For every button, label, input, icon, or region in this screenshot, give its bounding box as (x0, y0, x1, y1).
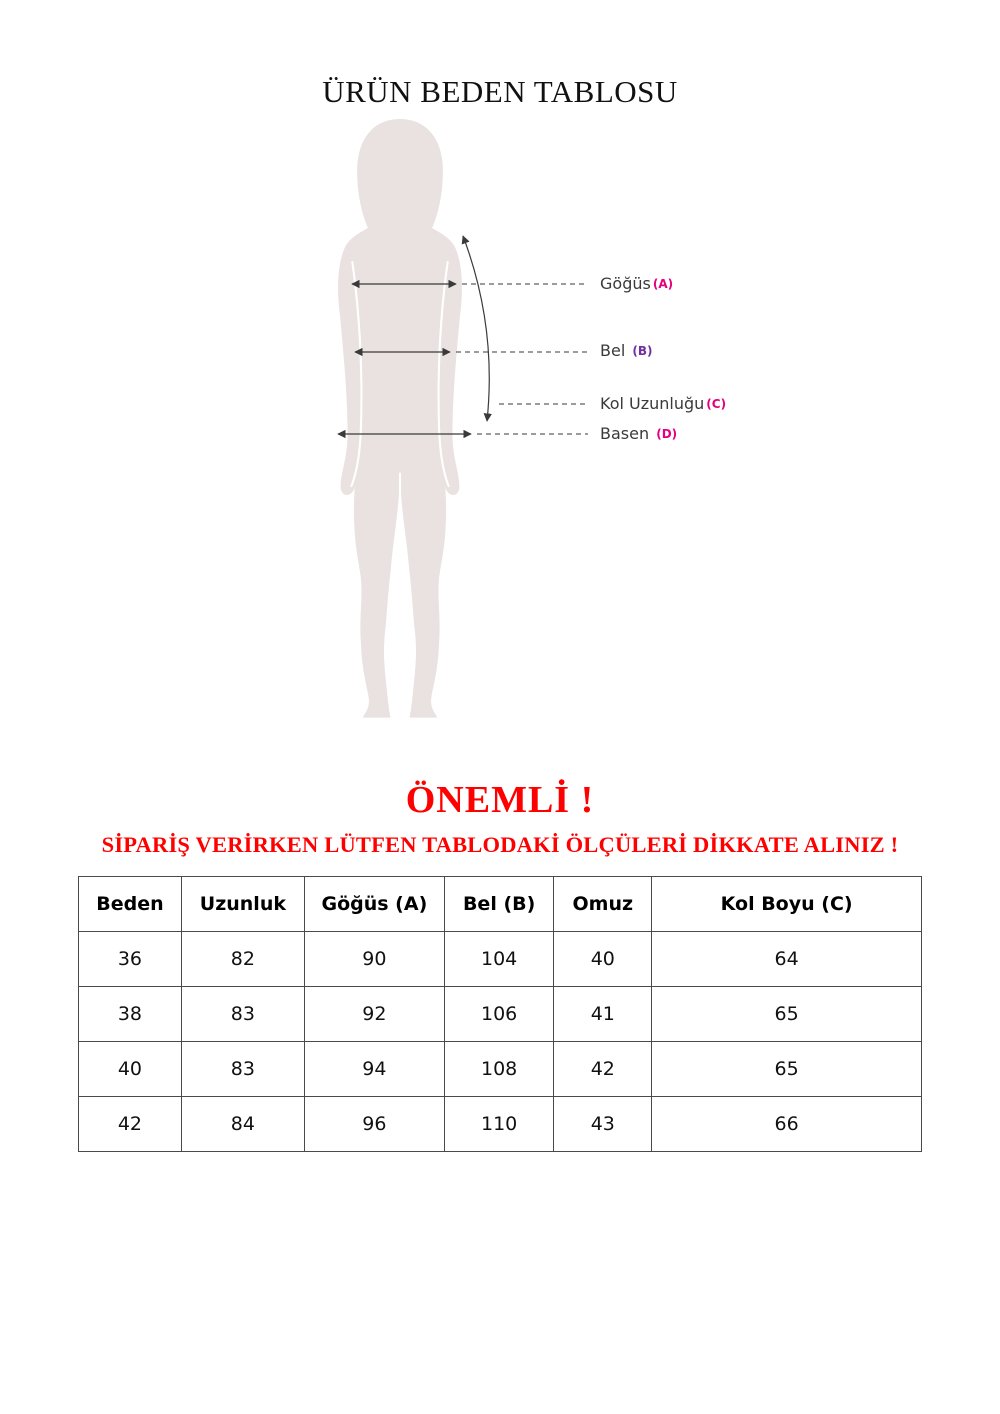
column-header-gogus: Göğüs (A) (304, 877, 444, 932)
label-arm-length-letter: (C) (706, 397, 727, 411)
table-row (79, 1097, 922, 1152)
table-cell: 84 (181, 1097, 304, 1152)
warning-block (0, 778, 1000, 858)
label-arm-length-text: Kol Uzunluğu (600, 394, 705, 413)
table-cell: 82 (181, 932, 304, 987)
table-cell: 64 (652, 932, 922, 987)
label-hip-text: Basen (600, 424, 650, 443)
table-cell: 94 (304, 1042, 444, 1097)
table-cell: 110 (444, 1097, 554, 1152)
label-arm-length (600, 394, 726, 415)
table-row (79, 1042, 922, 1097)
column-header-beden: Beden (79, 877, 182, 932)
warning-heading: ÖNEMLİ ! (405, 779, 595, 821)
size-table (78, 876, 922, 1152)
table-cell: 65 (652, 1042, 922, 1097)
table-cell: 83 (181, 1042, 304, 1097)
column-header-kol-boyu: Kol Boyu (C) (652, 877, 922, 932)
measurement-diagram (0, 114, 1000, 734)
measurement-lines (0, 114, 1000, 734)
table-cell: 66 (652, 1097, 922, 1152)
warning-subheading: SİPARİŞ VERİRKEN LÜTFEN TABLODAKİ ÖLÇÜLERİ DİKKATE ALINIZ ! (101, 832, 899, 857)
table-cell: 92 (304, 987, 444, 1042)
table-cell: 83 (181, 987, 304, 1042)
table-row (79, 932, 922, 987)
arm-length-arrow (463, 236, 489, 421)
label-chest (600, 274, 673, 295)
label-chest-letter: (A) (652, 277, 674, 291)
column-header-bel: Bel (B) (444, 877, 554, 932)
table-cell: 65 (652, 987, 922, 1042)
label-waist-letter: (B) (632, 344, 653, 358)
size-table-header-row (79, 877, 922, 932)
table-cell: 43 (554, 1097, 652, 1152)
label-hip (600, 424, 677, 445)
table-cell: 90 (304, 932, 444, 987)
table-cell: 42 (554, 1042, 652, 1097)
table-row (79, 987, 922, 1042)
page-title: ÜRÜN BEDEN TABLOSU (322, 74, 678, 109)
table-cell: 40 (79, 1042, 182, 1097)
table-cell: 106 (444, 987, 554, 1042)
table-cell: 40 (554, 932, 652, 987)
table-cell: 42 (79, 1097, 182, 1152)
label-chest-text: Göğüs (600, 274, 651, 293)
table-cell: 41 (554, 987, 652, 1042)
label-waist (600, 341, 652, 362)
table-cell: 108 (444, 1042, 554, 1097)
table-cell: 96 (304, 1097, 444, 1152)
column-header-uzunluk: Uzunluk (181, 877, 304, 932)
label-hip-letter: (D) (656, 427, 678, 441)
label-waist-text: Bel (600, 341, 626, 360)
table-cell: 38 (79, 987, 182, 1042)
column-header-omuz: Omuz (554, 877, 652, 932)
table-cell: 36 (79, 932, 182, 987)
table-cell: 104 (444, 932, 554, 987)
